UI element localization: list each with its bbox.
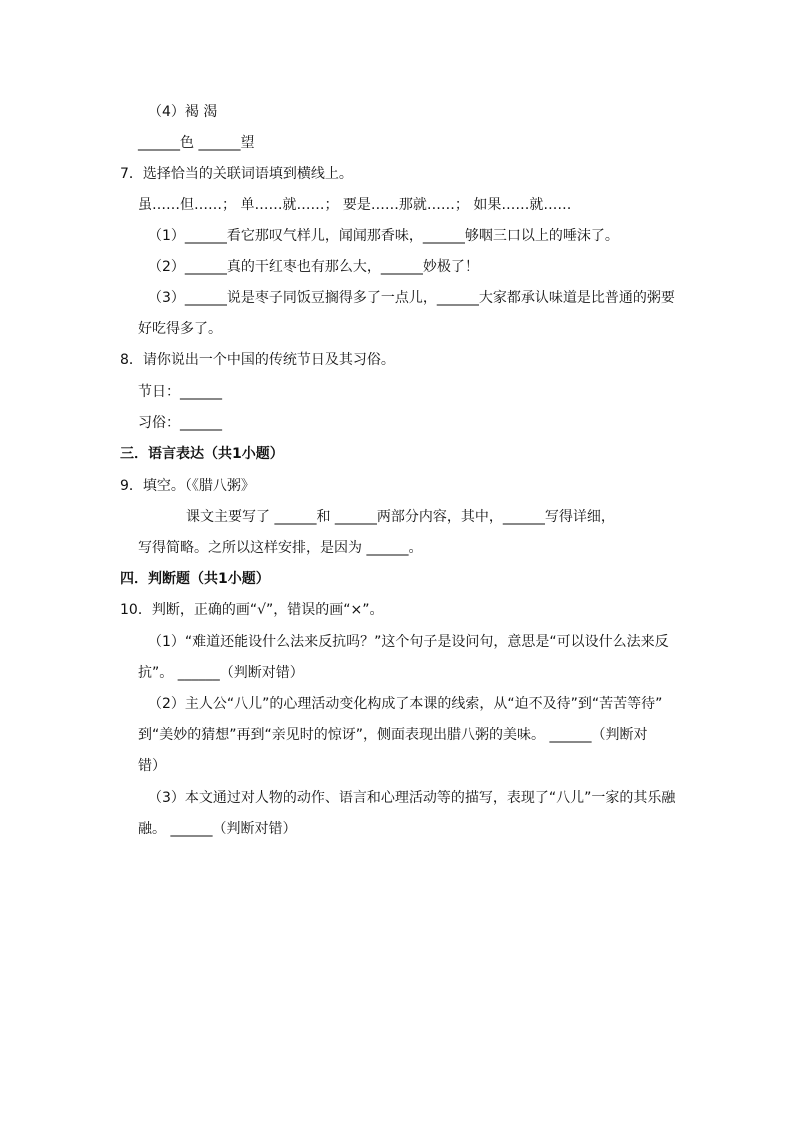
q7-options: 虽……但……； 单……就……； 要是……那就……； 如果……就…… xyxy=(138,197,572,213)
q10-item-3-cont: 融。 ______（判断对错） xyxy=(138,821,297,837)
q10-item-3: （3）本文通过对人物的动作、语言和心理活动等的描写，表现了“八儿”一家的其乐融 xyxy=(148,790,676,806)
q8-custom: 习俗：______ xyxy=(138,415,222,431)
q8-festival: 节日：______ xyxy=(138,384,222,400)
q9-line-2: 写得简略。之所以这样安排，是因为 ______。 xyxy=(138,540,423,556)
q7-item-3-cont: 好吃得多了。 xyxy=(138,321,222,337)
section-3-heading: 三．语言表达（共1小题） xyxy=(120,446,284,462)
q8-title: 8．请你说出一个中国的传统节日及其习俗。 xyxy=(120,352,395,368)
q7-item-2: （2）______真的干红枣也有那么大，______妙极了！ xyxy=(148,259,479,275)
q10-item-2: （2）主人公“八儿”的心理活动变化构成了本课的线索，从“迫不及待”到“苦苦等待” xyxy=(148,696,663,712)
q9-title: 9．填空。（《腊八粥》 xyxy=(120,478,255,494)
q7-title: 7．选择恰当的关联词语填到横线上。 xyxy=(120,166,353,182)
q10-title: 10．判断，正确的画“√”，错误的画“×”。 xyxy=(120,602,384,618)
q10-item-2-end: 错） xyxy=(138,758,166,774)
q10-item-1-cont: 抗”。 ______（判断对错） xyxy=(138,665,304,681)
q7-item-1: （1）______看它那叹气样儿，闻闻那香味，______够咽三口以上的唾沫了。 xyxy=(148,228,619,244)
section-4-heading: 四．判断题（共1小题） xyxy=(120,571,270,587)
q6-item-4: （4）褐 渴 xyxy=(148,104,218,120)
q9-line-1: 课文主要写了 ______和 ______两部分内容，其中，______写得详细， xyxy=(186,509,615,525)
q6-item-4-blanks: ______色 ______望 xyxy=(138,135,255,151)
q7-item-3: （3）______说是枣子同饭豆搁得多了一点儿，______大家都承认味道是比普通的粥要 xyxy=(148,290,675,306)
q10-item-1: （1）“难道还能设什么法来反抗吗？”这个句子是设问句，意思是“可以设什么法来反 xyxy=(148,634,669,650)
q10-item-2-cont: 到“美妙的猜想”再到“亲见时的惊讶”，侧面表现出腊八粥的美味。 ______（判断对 xyxy=(138,727,648,743)
